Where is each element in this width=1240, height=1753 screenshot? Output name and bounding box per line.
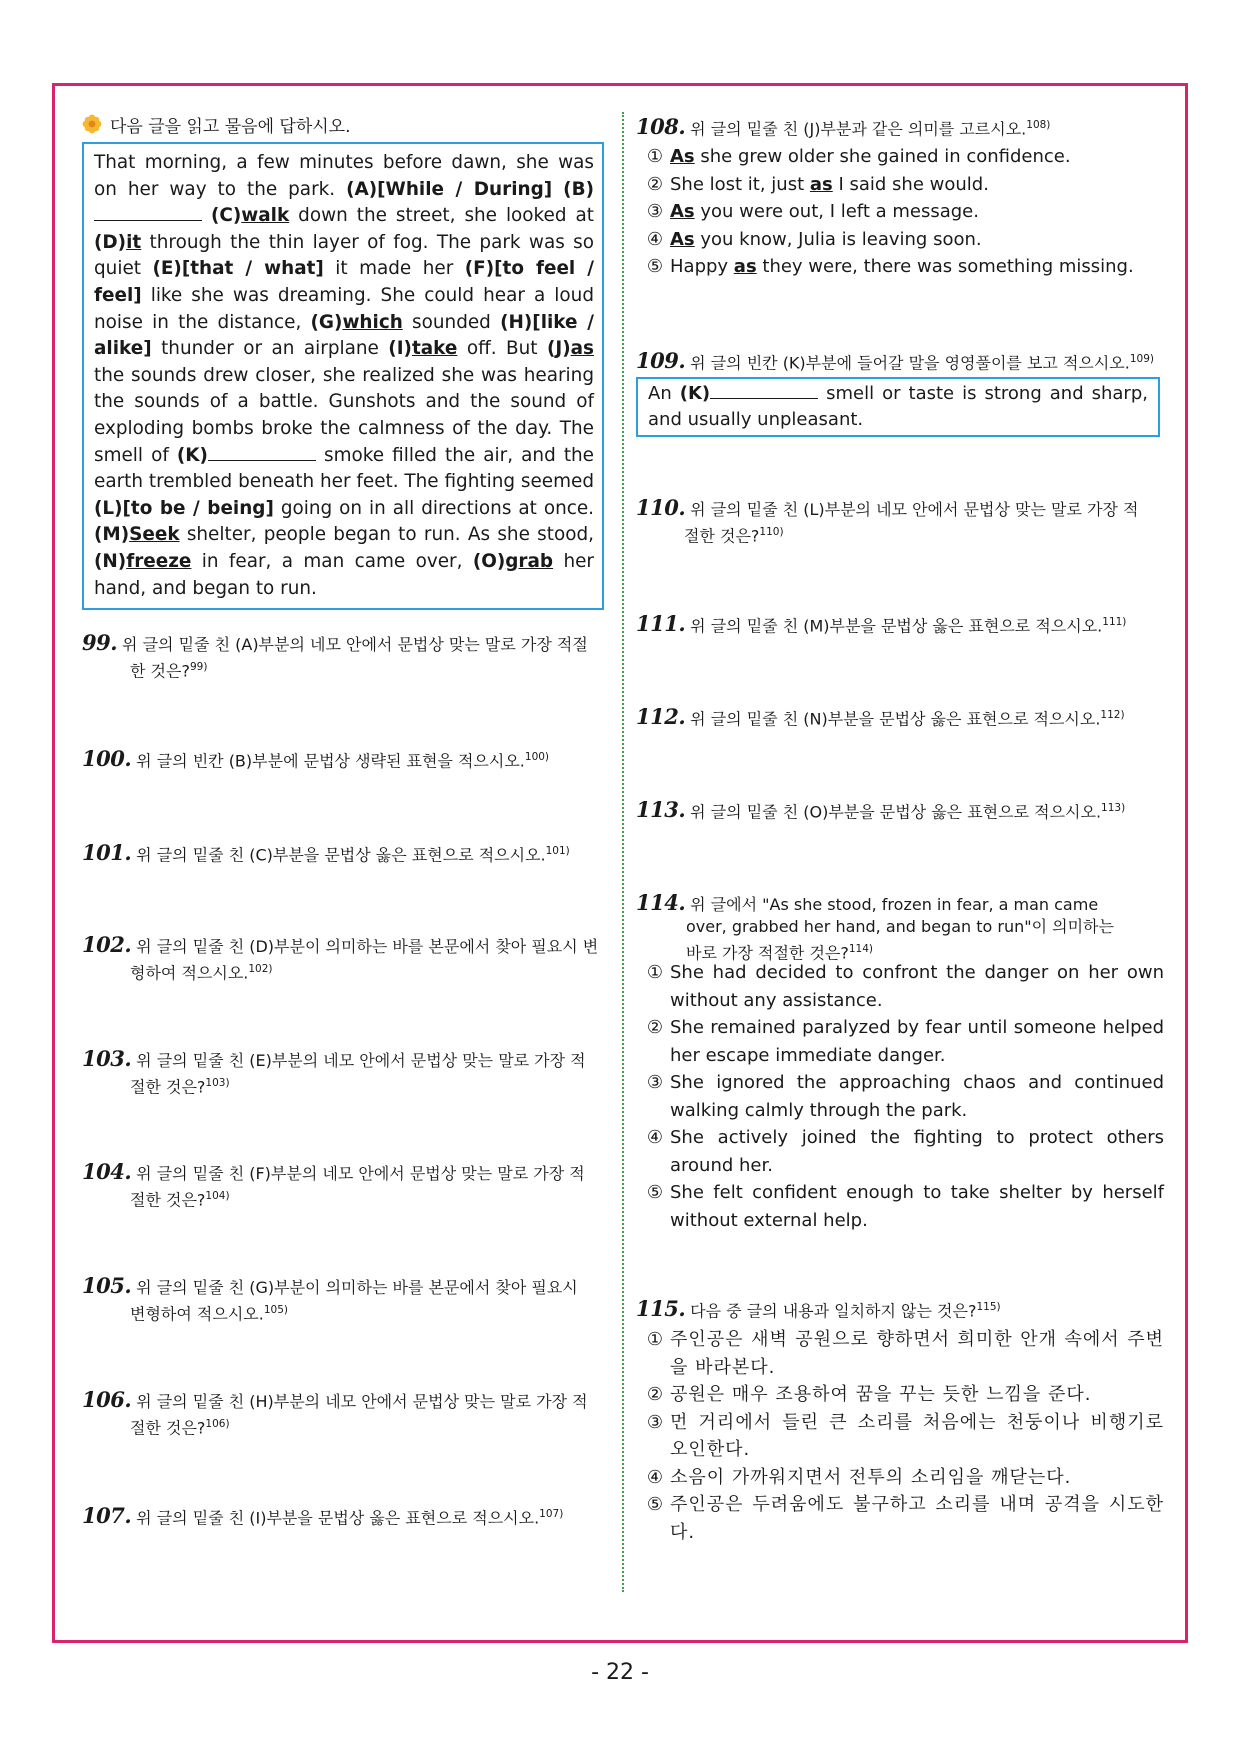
option-5[interactable]: ⑤ She felt confident enough to take shelter by herself without external help. [646, 1182, 1164, 1231]
question-114: 114. 위 글에서 "As she stood, frozen in fear, a man came over, grabbed her hand, and began to run"이 의미하는 바로 가장 적절한 것은?$^{114)}$ [636, 890, 1114, 963]
option-1[interactable]: ① 주인공은 새벽 공원으로 향하면서 희미한 안개 속에서 주변을 바라본다. [646, 1329, 1164, 1378]
question-101: 101. 위 글의 밑줄 친 (C)부분을 문법상 옳은 표현으로 적으시오.$^{101)}$ [82, 840, 570, 866]
option-5[interactable]: ⑤ 주인공은 두려움에도 불구하고 소리를 내며 공격을 시도한다. [646, 1494, 1164, 1543]
page-number: - 22 - [591, 1660, 649, 1685]
question-108: 108. 위 글의 밑줄 친 (J)부분과 같은 의미를 고르시오.$^{108)}$ [636, 114, 1051, 140]
question-112: 112. 위 글의 밑줄 친 (N)부분을 문법상 옳은 표현으로 적으시오.$^{112)}$ [636, 704, 1125, 730]
option-2[interactable]: ② 공원은 매우 조용하여 꿈을 꾸는 듯한 느낌을 준다. [646, 1384, 1092, 1405]
question-100: 100. 위 글의 빈칸 (B)부분에 문법상 생략된 표현을 적으시오.$^{100)}$ [82, 746, 550, 772]
option-4[interactable]: ④ 소음이 가까워지면서 전투의 소리임을 깨닫는다. [646, 1466, 1072, 1488]
question-110: 110. 위 글의 밑줄 친 (L)부분의 네모 안에서 문법상 맞는 말로 가장 적 절한 것은?$^{110)}$ [636, 495, 1139, 546]
question-114-options [640, 959, 1164, 1234]
instruction [82, 110, 604, 138]
left-column [82, 110, 604, 610]
question-99: 99. 위 글의 밑줄 친 (A)부분의 네모 안에서 문법상 맞는 말로 가장 적절 한 것은?$^{99)}$ [82, 630, 588, 681]
question-105: 105. 위 글의 밑줄 친 (G)부분이 의미하는 바를 본문에서 찾아 필요시 변형하여 적으시오.$^{105)}$ [82, 1273, 578, 1324]
reading-passage: That morning, a few minutes before dawn, she was on her way to the park. (A)[While / During] (B) (C)walk down the street, she looked at (D)it through the thin layer of fog. The park was so quiet (E)[that / what] it made her (F)[to feel / feel] like she was dreaming. She could hear a loud noise in the distance, (G)which sounded (H)[like / alike] thunder or an airplane (I)take off. But (J)as the sounds drew closer, she realized she was hearing the sounds of a battle. Gunshots and the sound of exploding bombs broke the calmness of the day. The smell of (K) smoke filled the air, and the earth trembled beneath her feet. The fighting seemed (L)[to be / being] going on in all directions at once. (M)Seek shelter, people began to run. As she stood, (N)freeze in fear, a man came over, (O)grab her hand, and began to run. [82, 142, 604, 610]
instruction-text: 다음 글을 읽고 물음에 답하시오. [110, 116, 351, 137]
question-102: 102. 위 글의 밑줄 친 (D)부분이 의미하는 바를 본문에서 찾아 필요시 변 형하여 적으시오.$^{102)}$ [82, 932, 599, 983]
option-1[interactable]: ① As she grew older she gained in confidence. [646, 146, 1071, 167]
question-108-options [640, 143, 1164, 281]
flower-icon [82, 114, 102, 134]
question-103: 103. 위 글의 밑줄 친 (E)부분의 네모 안에서 문법상 맞는 말로 가장 적 절한 것은?$^{103)}$ [82, 1046, 586, 1097]
column-divider [622, 112, 624, 1592]
question-115-options [640, 1326, 1164, 1546]
option-2[interactable]: ② She remained paralyzed by fear until someone helped her escape immediate danger. [646, 1017, 1164, 1066]
question-111: 111. 위 글의 밑줄 친 (M)부분을 문법상 옳은 표현으로 적으시오.$^{111)}$ [636, 611, 1127, 637]
question-115: 115. 다음 중 글의 내용과 일치하지 않는 것은?$^{115)}$ [636, 1296, 1001, 1322]
option-1[interactable]: ① She had decided to confront the danger on her own without any assistance. [646, 962, 1164, 1011]
option-5[interactable]: ⑤ Happy as they were, there was something missing. [646, 256, 1134, 277]
blank-b[interactable] [94, 206, 202, 221]
question-113: 113. 위 글의 밑줄 친 (O)부분을 문법상 옳은 표현으로 적으시오.$^{113)}$ [636, 797, 1126, 823]
definition-box: An (K) smell or taste is strong and sharp, and usually unpleasant. [636, 377, 1160, 437]
question-104: 104. 위 글의 밑줄 친 (F)부분의 네모 안에서 문법상 맞는 말로 가장 적 절한 것은?$^{104)}$ [82, 1159, 585, 1210]
question-106: 106. 위 글의 밑줄 친 (H)부분의 네모 안에서 문법상 맞는 말로 가장 적 절한 것은?$^{106)}$ [82, 1387, 588, 1438]
blank-k-definition[interactable] [710, 384, 818, 399]
option-4[interactable]: ④ She actively joined the fighting to protect others around her. [646, 1127, 1164, 1176]
option-3[interactable]: ③ 먼 거리에서 들린 큰 소리를 처음에는 천둥이나 비행기로 오인한다. [646, 1411, 1164, 1460]
blank-k[interactable] [208, 446, 316, 461]
question-109: 109. 위 글의 빈칸 (K)부분에 들어갈 말을 영영풀이를 보고 적으시오.$^{109)}$ [636, 348, 1154, 374]
option-4[interactable]: ④ As you know, Julia is leaving soon. [646, 228, 982, 250]
option-2[interactable]: ② She lost it, just as I said she would. [646, 173, 989, 195]
question-107: 107. 위 글의 밑줄 친 (I)부분을 문법상 옳은 표현으로 적으시오.$^{107)}$ [82, 1503, 564, 1529]
option-3[interactable]: ③ She ignored the approaching chaos and continued walking calmly through the park. [646, 1072, 1164, 1121]
option-3[interactable]: ③ As you were out, I left a message. [646, 201, 979, 222]
